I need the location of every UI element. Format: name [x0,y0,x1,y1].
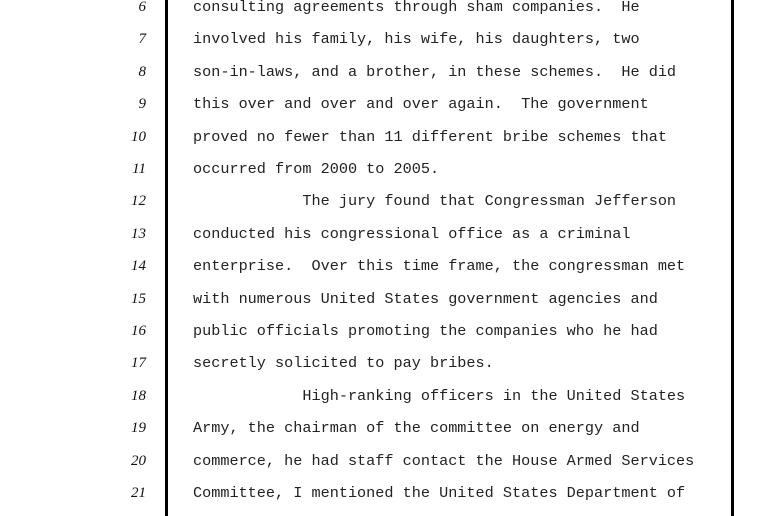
line-text: proved no fewer than 11 different bribe schemes that [193,127,667,146]
transcript-line [0,30,780,62]
line-number: 17 [131,355,146,372]
line-text: involved his family, his wife, his daughters, two [193,30,640,49]
transcript-line [0,192,780,224]
transcript-line [0,0,780,30]
line-number: 19 [131,420,146,437]
line-number: 18 [131,387,146,404]
transcript-line [0,290,780,322]
line-number: 7 [138,31,146,48]
line-number: 11 [132,161,146,177]
line-text: The jury found that Congressman Jefferson [193,192,677,211]
line-number: 8 [138,63,146,80]
transcript-line [0,354,780,386]
transcript-line [0,322,780,354]
line-text: with numerous United States government agencies and [193,289,658,308]
line-number: 12 [131,193,146,210]
transcript-line [0,95,780,127]
line-text: this over and over and over again. The government [193,95,649,114]
line-number: 13 [131,225,146,242]
line-number: 6 [138,0,146,15]
transcript-line [0,128,780,160]
line-text: secretly solicited to pay bribes. [193,354,494,373]
line-text: commerce, he had staff contact the House Armed Services [193,451,695,470]
line-text: High-ranking officers in the United States [193,386,686,405]
transcript-line [0,484,780,516]
line-text: consulting agreements through sham companies. He [193,0,640,16]
line-text: conducted his congressional office as a criminal [193,224,631,243]
transcript-line [0,387,780,419]
line-number: 20 [131,452,146,469]
line-text: enterprise. Over this time frame, the congressman met [193,257,686,276]
transcript-line [0,63,780,95]
transcript-line [0,160,780,192]
line-text: occurred from 2000 to 2005. [193,160,440,178]
line-number: 16 [131,323,146,339]
line-number: 21 [131,485,146,501]
line-text: Army, the chairman of the committee on energy and [193,419,640,438]
line-text: Committee, I mentioned the United States Department of [193,484,686,502]
transcript-line [0,225,780,257]
line-number: 9 [138,96,146,113]
line-number: 14 [131,258,146,275]
line-text: public officials promoting the companies who he had [193,322,658,340]
transcript-line [0,452,780,484]
line-text: son-in-laws, and a brother, in these schemes. He did [193,62,677,81]
transcript-line [0,257,780,289]
transcript-line [0,419,780,451]
line-number: 15 [131,290,146,307]
line-number: 10 [131,128,146,145]
